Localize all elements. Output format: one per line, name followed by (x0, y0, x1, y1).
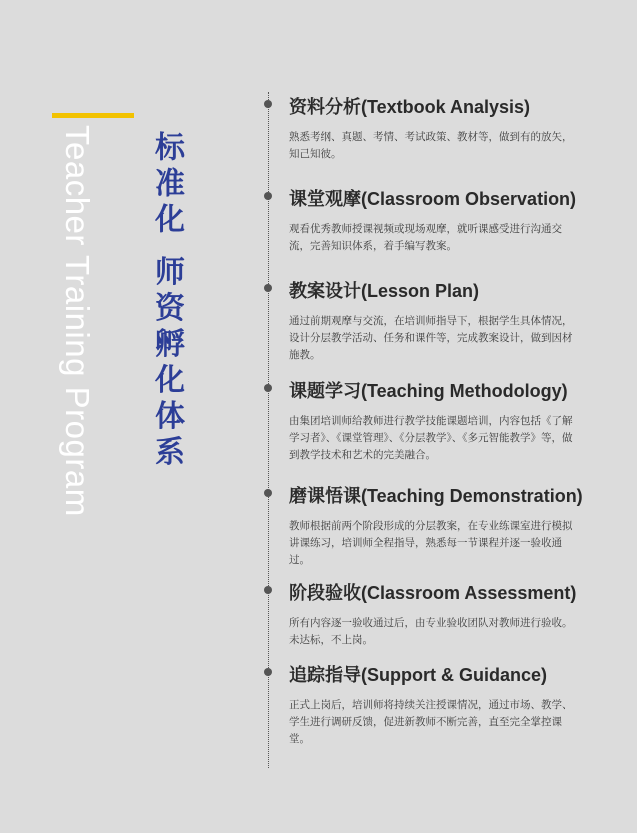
timeline-dot (264, 192, 272, 200)
timeline-dot (264, 489, 272, 497)
item-description: 熟悉考纲、真题、考情、考试政策、教材等，做到有的放矢，知己知彼。 (289, 131, 573, 160)
item-title: 资料分析(Textbook Analysis) (289, 97, 531, 117)
timeline-dot (264, 668, 272, 676)
timeline-item-textbook-analysis (289, 93, 589, 163)
timeline-item-classroom-assessment (289, 579, 589, 649)
timeline-dot (264, 586, 272, 594)
timeline-item-teaching-methodology (289, 377, 589, 464)
item-description: 观看优秀教师授课视频或现场观摩，就听课感受进行沟通交流，完善知识体系，着手编写教案。 (289, 223, 562, 252)
accent-bar (52, 113, 134, 118)
item-description: 通过前期观摩与交流，在培训师指导下，根据学生具体情况，设计分层教学活动、任务和课件等，完成教案设计，做到因材施教。 (289, 315, 573, 361)
vertical-chinese-title: 标准化 师资孵化体系 (149, 131, 184, 472)
item-description: 正式上岗后，培训师将持续关注授课情况，通过市场、教学、学生进行调研反馈，促进新教师不断完善，直至完全掌控课堂。 (289, 699, 573, 745)
item-title: 追踪指导(Support & Guidance) (289, 665, 547, 685)
item-title: 课堂观摩(Classroom Observation) (289, 189, 577, 209)
item-description: 教师根据前两个阶段形成的分层教案，在专业练课室进行模拟讲课练习，培训师全程指导，熟悉每一节课程并逐一验收通过。 (289, 520, 573, 566)
item-description: 由集团培训师给教师进行教学技能课题培训，内容包括《了解学习者》、《课堂管理》、《分层教学》、《多元智能教学》等，做到教学技术和艺术的完美融合。 (289, 415, 573, 461)
timeline-item-classroom-observation (289, 185, 589, 255)
timeline-item-teaching-demonstration (289, 482, 589, 569)
timeline-dot (264, 284, 272, 292)
item-title: 教案设计(Lesson Plan) (289, 281, 480, 301)
item-title: 阶段验收(Classroom Assessment) (289, 583, 577, 603)
timeline-dot (264, 100, 272, 108)
timeline-item-support-guidance (289, 661, 589, 748)
timeline-dot (264, 384, 272, 392)
vertical-english-title: Teacher Training Program (59, 125, 96, 517)
item-description: 所有内容逐一验收通过后，由专业验收团队对教师进行验收。未达标，不上岗。 (289, 617, 573, 646)
item-title: 磨课悟课(Teaching Demonstration) (289, 486, 583, 506)
timeline-item-lesson-plan (289, 277, 589, 364)
item-title: 课题学习(Teaching Methodology) (289, 381, 568, 401)
